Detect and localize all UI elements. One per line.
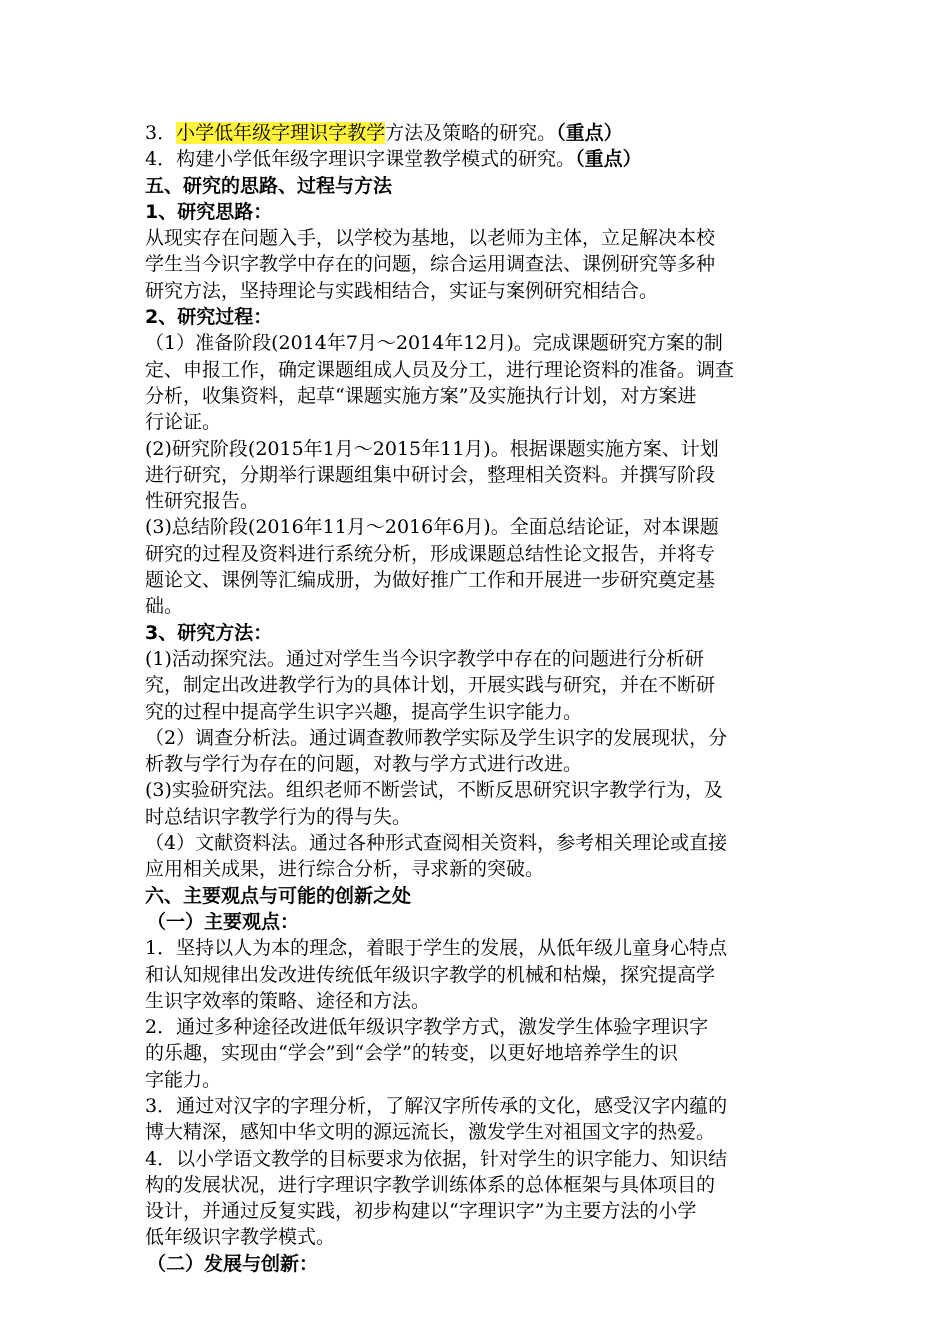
paragraph-line: 从现实存在问题入手，以学校为基地，以老师为主体，立足解决本校	[145, 227, 716, 250]
paragraph-line: 和认知规律出发改进传统低年级识字教学的机械和枯燥，探究提高学	[145, 963, 716, 986]
paragraph-line: 研究方法，坚持理论与实践相结合，实证与案例研究相结合。	[145, 279, 659, 302]
research-item-4	[145, 146, 813, 172]
document-body	[145, 120, 813, 1277]
key-point-tag: （重点）	[556, 122, 623, 144]
highlighted-text: 小学低年级字理识字教学	[176, 122, 386, 144]
paragraph-line: 时总结识字教学行为的得与失。	[145, 805, 412, 828]
paragraph-line: 学生当今识字教学中存在的问题，综合运用调查法、课例研究等多种	[145, 253, 716, 276]
item-text: 方法及策略的研究。	[385, 122, 557, 144]
section-heading-6: 六、主要观点与可能的创新之处	[145, 884, 412, 907]
paragraph-line: 题论文、课例等汇编成册，为做好推广工作和开展进一步研究奠定基	[145, 569, 716, 592]
subheading-research-methods: 3、研究方法：	[145, 621, 273, 644]
paragraph-line: (1)活动探究法。通过对学生当今识字教学中存在的问题进行分析研	[145, 647, 704, 670]
paragraph-line: （4）文献资料法。通过各种形式查阅相关资料，参考相关理论或直接	[145, 832, 728, 855]
paragraph-line: 构的发展状况，进行字理识字教学训练体系的总体框架与具体项目的	[145, 1173, 716, 1196]
paragraph-line: 定、申报工作，确定课题组成人员及分工，进行理论资料的准备。调查	[145, 358, 735, 381]
paragraph-line: 应用相关成果，进行综合分析，寻求新的突破。	[145, 858, 545, 881]
research-item-3	[145, 120, 813, 146]
paragraph-line: 4．以小学语文教学的目标要求为依据，针对学生的识字能力、知识结	[145, 1147, 728, 1170]
paragraph-line: 性研究报告。	[145, 490, 260, 513]
subheading-research-approach: 1、研究思路：	[145, 200, 273, 223]
paragraph-line: (3)实验研究法。组织老师不断尝试，不断反思研究识字教学行为，及	[145, 779, 723, 802]
subheading-main-views: （一）主要观点：	[147, 910, 300, 933]
paragraph-line: 低年级识字教学模式。	[145, 1226, 336, 1249]
paragraph-line: (2)研究阶段(2015年1月～2015年11月)。根据课题实施方案、计划	[145, 437, 719, 460]
paragraph-line: 究，制定出改进教学行为的具体计划，开展实践与研究，并在不断研	[145, 674, 716, 697]
key-point-tag: （重点）	[575, 148, 642, 171]
paragraph-line: 进行研究，分期举行课题组集中研讨会，整理相关资料。并撰写阶段	[145, 463, 716, 486]
paragraph-line: 3．通过对汉字的字理分析，了解汉字所传承的文化，感受汉字内蕴的	[145, 1094, 728, 1117]
paragraph-line: 博大精深，感知中华文明的源远流长，激发学生对祖国文字的热爱。	[145, 1121, 716, 1144]
paragraph-line: 设计，并通过反复实践，初步构建以“字理识字”为主要方法的小学	[145, 1200, 697, 1223]
section-heading-5: 五、研究的思路、过程与方法	[145, 174, 393, 197]
paragraph-line: 研究的过程及资料进行系统分析，形成课题总结性论文报告，并将专	[145, 542, 716, 565]
paragraph-line: 的乐趣，实现由“学会”到“会学”的转变，以更好地培养学生的识	[145, 1042, 678, 1065]
paragraph-line: （1）准备阶段(2014年7月～2014年12月)。完成课题研究方案的制	[145, 332, 723, 355]
paragraph-line: 析教与学行为存在的问题，对教与学方式进行改进。	[145, 753, 583, 776]
subheading-research-process: 2、研究过程：	[145, 306, 273, 329]
paragraph-line: 分析，收集资料，起草“课题实施方案”及实施执行计划，对方案进	[145, 384, 697, 407]
paragraph-line: 2．通过多种途径改进低年级识字教学方式，激发学生体验字理识字	[145, 1016, 709, 1039]
paragraph-line: 1．坚持以人为本的理念，着眼于学生的发展，从低年级儿童身心特点	[145, 937, 728, 960]
paragraph-line: 生识字效率的策略、途径和方法。	[145, 989, 431, 1012]
paragraph-line: 础。	[145, 595, 184, 618]
paragraph-line: (3)总结阶段(2016年11月～2016年6月)。全面总结论证，对本课题	[145, 516, 719, 539]
paragraph-line: 行论证。	[145, 411, 222, 434]
paragraph-line: 究的过程中提高学生识字兴趣，提高学生识字能力。	[145, 700, 583, 723]
paragraph-line: 字能力。	[145, 1068, 222, 1091]
item-text: 4．构建小学低年级字理识字课堂教学模式的研究。	[145, 148, 576, 171]
subheading-development-innovation: （二）发展与创新：	[147, 1252, 319, 1275]
paragraph-line: （2）调查分析法。通过调查教师教学实际及学生识字的发展现状，分	[145, 726, 728, 749]
item-number: 3．	[145, 122, 177, 144]
